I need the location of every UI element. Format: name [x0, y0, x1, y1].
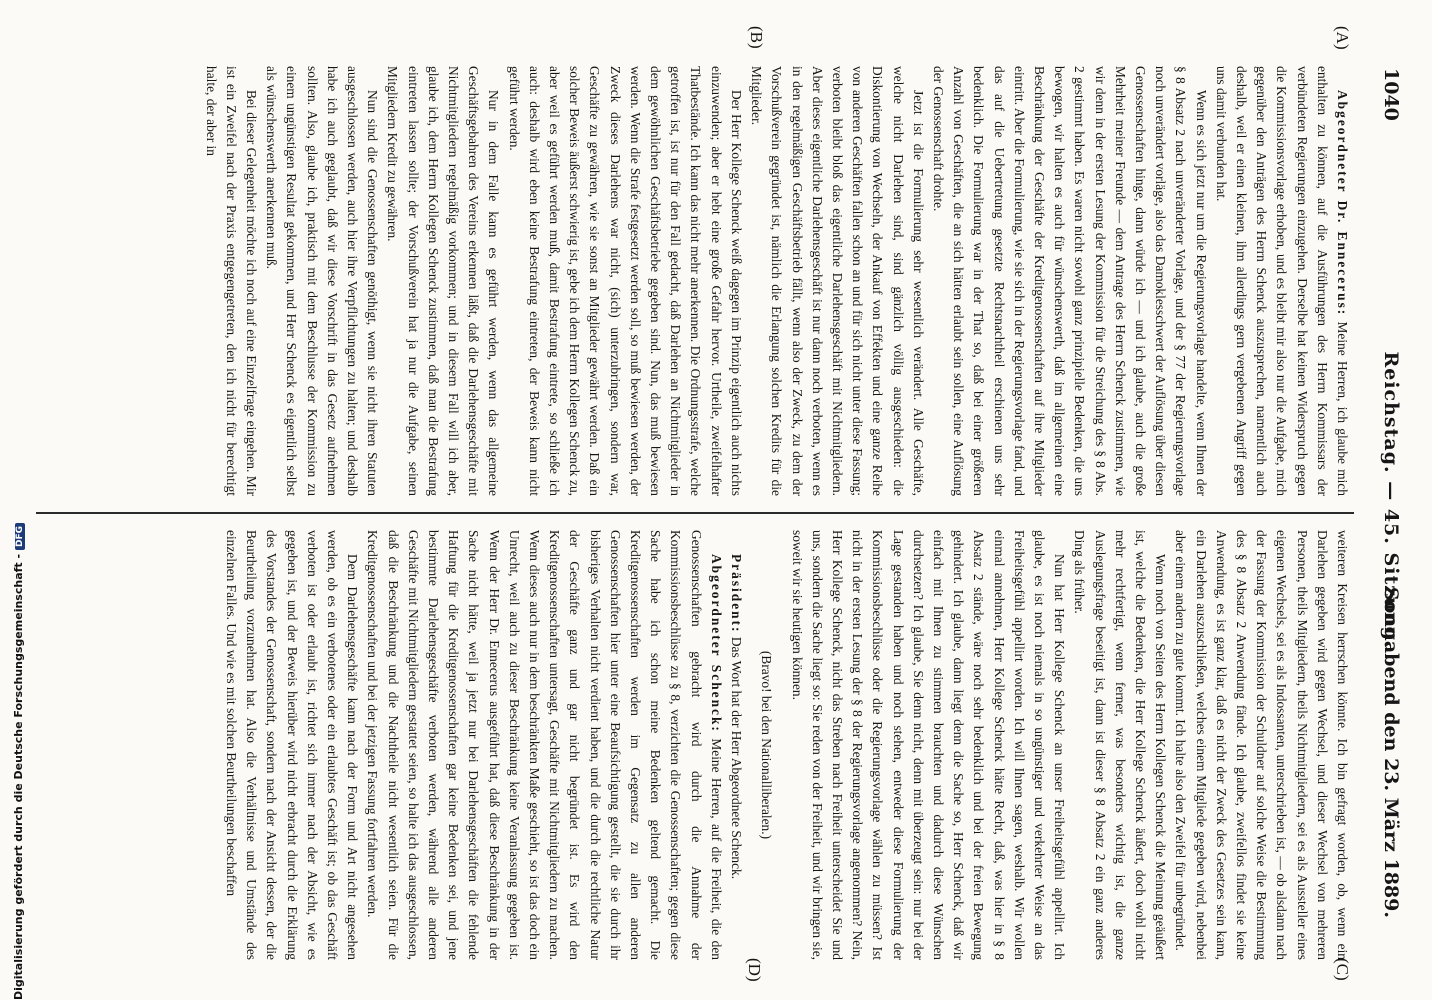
paragraph-text: Nun hat Herr Kollege Schenck an unser Freiheitsgefühl appellirt. Ich glaube, es ist noch niemals in so ungünstiger und verkehrter Weise an das Freiheitsgefühl appellirt worden. Ich will Ihnen sagen, weshalb. Wir wollen einmal annehmen, Herr Kollege Schenck hätte Recht, daß, was hier in § 8 Absatz 2 stände, wäre noch sehr bedenklich und bei der freien Bewegung gehindert. Ich glaube, dann liegt denn die Sache so, Herr Schenck, daß wir einfach mit Ihnen zu stimmen brauchten und dadurch diese Wünschen durchsetzen? Ich glaube, Sie denn nicht, denn mit überzeugt sein: nur bei der Lage gestanden haben und noch stehen, entweder diese Formulierung der Kommissionsbeschlüsse oder die Regierungsvorlage wählen zu müssen? Ist nicht in der ersten Lesung der § 8 der Regierungsvorlage angenommen? Nein, Herr Kollege Schenck, nicht das Streben nach Freiheit unterscheidet Sie und uns, sondern die Sache liegt so: Sie reden von der Freiheit, und wir bringen sie, soweit wir sie heutigen können.: [789, 530, 1068, 960]
paragraph-text: Nur in dem Falle kann es geführt werden, wenn das allgemeine Geschäftsgebahren des Vereins erkennen läßt, daß die Darlehensgeschäfte mit Nichtmitgliedern regelmäßig vorkommen; und in diesem Fall will ich aber, glaube ich, dem Herrn Kollegen Schenck zustimmen, daß man die Bestrafung eintreten lassen sollte; der Vorschußverein hat ja nur die Aufgabe, seinen Mitgliedern Kredit zu gewähren.: [385, 66, 502, 496]
digitization-credit: [12, 523, 25, 1000]
paragraph: [362, 530, 726, 960]
credit-text: Digitalisierung gefördert durch die Deutsche Forschungsgemeinschaft -: [12, 553, 25, 1000]
margin-marker-c: (C): [1333, 958, 1352, 981]
margin-marker-a: (A): [1333, 26, 1352, 50]
right-column: [221, 530, 1352, 960]
page-title: Reichstag. — 45. Sitzung.: [1380, 351, 1402, 649]
speaker-name: Abgeordneter Schenck:: [708, 554, 724, 733]
paragraph-text: Meine Herren, auf die Freiheit, die den Genossenschaften gebracht wird durch die Annahme der Kommissionsbeschlüsse zu § 8, verzichten die Genossenschaften; gegen diese Sache habe ich schon meine Bedenken geltend gemacht. Die Kreditgenossenschaften werden im Gegensatz zu allen anderen Genossenschaften hier unter eine Beaufsichtigung gestellt, die sie durch ihr bisheriges Verhalten nicht verdient haben, und die durch die rechtliche Natur der Geschäfte ganz und gar nicht begründet ist. Es wird den Kreditgenossenschaften untersagt, Geschäfte mit Nichtmitgliedern zu machen. Wenn dieses auch nur in dem beschränkten Maße geschieht, so ist das doch ein Unrecht, weil auch zu dieser Beschränkung keine Veranlassung gegeben ist. Wenn der Herr Dr. Ennecerus ausgeführt hat, daß diese Beschränkung in der Sache nicht hätte, weil ja jetzt nur bei Darlehensgeschäften die fehlende Haftung für die Kreditgenossenschaften gar keine Bedenken sei, und jene bestimmte Darlehensgeschäfte verboten werden, während alle anderen Geschäfte mit Nichtmitgliedern gestattet seien, so halte ich das ausgeschlossen, daß die Beschränkung und die Nachtheile nicht wesentlich seien. Für die Kreditgenossenschaften und bei der jetzigen Fassung fortfahren werden.: [365, 530, 724, 960]
column-divider: [36, 512, 1354, 514]
paragraph-text: Bei dieser Gelegenheit möchte ich noch auf eine Einzelfrage eingehen. Mir ist ein Zweifel nach der Praxis entgegengetreten, den ich nicht für berechtigt halte, der aber in: [203, 66, 260, 496]
paragraph: [928, 66, 1211, 496]
paragraph: [382, 66, 503, 496]
paragraph-text: Wenn es sich jetzt nur um die Regierungsvorlage handelte, wenn Ihnen der § 8 Absatz 2 nach unveränderter Vorlage, und der § 77 der Regierungsvorlage noch unverändert vorläge, also das Damoklesschwert der Auflösung über diesen Genossenschaften hinge, dann würde ich — und ich glaube, auch die große Mehrheit meiner Freunde — dem Antrage des Herrn Schenck zustimmen, wie wir denn in der ersten Lesung der Kommission für die Streichung des § 8 Abs. 2 gestimmt haben. Es waren nicht sowohl ganz prinzipielle Bedenken, die uns bewogen, wir halten es auch für wünschenswerth, daß im allgemeinen eine Beschränkung der Geschäfte der Kreditgenossenschaften auf ihre Mitglieder eintritt. Aber die Formulierung, wie sie sich in der Regierungsvorlage fand, und das auf die Uebertretung gesetzte Rechtsnachtheil erschienen uns sehr bedenklich. Die Formulierung war in der That so, daß bei einer größeren Anzahl von Geschäften, die an sich hätten erlaubt sein sollen, eine Auflösung der Genossenschaft drohte.: [930, 66, 1209, 496]
page-date: Sonnabend den 23. März 1889.: [1380, 586, 1402, 918]
paragraph: [1069, 530, 1170, 960]
paragraph: [261, 66, 382, 496]
paragraph-text: Wenn noch von Seiten des Herrn Kollegen Schenck die Meinung geäußert ist, welche die Bedenken, die Herr Kollege Schenck äußert, doch wohl nicht mehr rechtfertigt, wenn ferner, was besonders wichtig ist, die ganze Auslegungsfrage beseitigt ist, dann ist dieser § 8 Absatz 2 ein ganz anderes Ding als früher.: [1072, 530, 1169, 960]
margin-marker-d: (D): [745, 958, 764, 982]
paragraph-text: Dem Darlehensgeschäfte kann nach der Form und Art nicht angesehen werden, ob es ein verbotenes oder ein erlaubtes Geschäft ist; ob das Geschäft verboten ist oder erlaubt ist, richtet sich immer nach der Absicht, wie es gegeben ist, und der Beweis hierüber wird nicht erbracht durch die Erklärung des Vorstandes der Genossenschaft, sondern nach der Ansicht dessen, der die Beurtheilung vorzunehmen hat. Also die Verhältnisse und Umstände des einzelnen Falles. Und wie es mit solchen Beurtheilungen beschaffen: [224, 530, 361, 960]
page-header: [1372, 0, 1402, 1000]
paragraph-text: Das Wort hat der Herr Abgeordnete Schenck.: [729, 636, 745, 880]
paragraph-text: weiteren Kreisen herrschen könnte. Ich bin gefragt worden, ob, wenn ein Darlehen gegeben wird gegen Wechsel, und dieser Wechsel von mehreren Personen, theils Mitgliedern, theils Nichtmitgliedern, sei es als Aussteller eines eigenen Wechsels, sei es als Indossanten, unterschrieben ist, — ob alsdann nach der Fassung der Kommission der Schuldner auf solche Weise die Bestimmung des § 8 Absatz 2 Anwendung fände. Ich glaube, zweifellos findet sie keine Anwendung, es ist ganz klar, daß es nicht der Zweck des Gesetzes sein kann, ein Darlehen auszuschließen, welches einem Mitgliede gegeben wird, nebenbei aber einem andern zu gute kommt. Ich halte also den Zweifel für unbegründet.: [1173, 530, 1350, 960]
paragraph-text: Meine Herren, ich glaube mich enthalten zu können, auf die Ausführungen des Herrn Kommissars der verbündeten Regierungen einzugehen. Derselbe hat keinen Widerspruch gegen die Kommissionsvorlage erhoben, und es bleibt mir also nur die Aufgabe, mich gegenüber den Anträgen des Herrn Schenck auszusprechen, namentlich auch deshalb, weil er einen kleinen, ihm allerdings gern vergebenen Angriff gegen uns damit verbunden hat.: [1213, 66, 1350, 496]
page-number: 1040: [1380, 68, 1402, 121]
paragraph: [1211, 66, 1352, 496]
paragraph: [200, 66, 261, 496]
paragraph: [786, 530, 1069, 960]
paragraph-text: (Bravo! bei den Nationalliberalen.): [759, 650, 775, 840]
margin-marker-b: (B): [747, 26, 766, 49]
speaker-name: Abgeordneter Dr. Ennecerus:: [1335, 90, 1350, 317]
paragraph: [503, 66, 745, 496]
paragraph: [1170, 530, 1352, 960]
speaker-name: Präsident:: [729, 554, 745, 634]
left-column: [200, 66, 1352, 496]
paragraph-text: Der Herr Kollege Schenck weiß dagegen im Prinzip eigentlich auch nichts einzuwenden; aber er hebt eine große Gefahr hervor. Urtheile, zweifelhafter Thatbestände. Ich kann das nicht mehr anerkennen. Die Ordnungsstrafe, welche getroffen ist, ist nur für den Fall gedacht, daß Darlehen an Nichtmitglieder in dem gewöhnlichen Geschäftsbetriebe gegeben sind. Nun, das muß bewiesen werden. Wenn die Strafe festgesetzt werden soll, so muß bewiesen werden, der Zweck dieses Darlehens war nicht, (sich) unterzubringen, sondern war, Geschäfte zu gewähren, wie sie sonst an Mitglieder gewährt werden. Daß ein solcher Beweis äußerst schwierig ist, gebe ich dem Herrn Kollegen Schenck zu, aber weil es geführt werden muß, damit Bestrafung eintrete, so schließe ich auch: deshalb wird eben keine Bestrafung eintreten, der Beweis kann nicht geführt werden.: [506, 66, 744, 496]
paragraph: [746, 66, 928, 496]
paragraph-text: Jetzt ist die Formulierung sehr wesentlich verändert. Alle Geschäfte, welche nicht Darlehen sind, sind gänzlich völlig ausgeschieden: die Diskontierung von Wechseln, der Ankauf von Effekten und eine ganze Reihe von anderen Geschäften fallen schon an und für sich nicht unter diese Fassung; verboten bleibt bloß das eigentliche Darlehensgeschäft mit Nichtmitgliedern. Aber dieses eigentliche Darlehensgeschäft ist nur dann noch verboten, wenn es in den regelmäßigen Geschäftsbetrieb fällt, wenn also der Zweck, zu dem der Vorschußverein gegründet ist, nämlich die Erlangung solchen Kredits für die Mitglieder.: [749, 66, 926, 496]
applause-note: [756, 530, 776, 960]
paragraph: [221, 530, 362, 960]
paragraph-text: Nun sind die Genossenschaften genöthigt, wenn sie nicht ihren Statuten ausgeschlossen werden, auch hier ihre Verpflichtungen zu halten; und deshalb habe ich auch geglaubt, daß wir diese Vorschrift in das Gesetz aufnehmen sollten. Also, glaube ich, praktisch mit dem Beschlusse der Kommission zu einem ungünstigen Resultat gekommen, und Herr Schenck es eigentlich selbst als wünschenswerth anerkennen muß.: [264, 66, 381, 496]
dfg-logo: DFG: [15, 523, 25, 550]
paragraph: [726, 530, 746, 960]
